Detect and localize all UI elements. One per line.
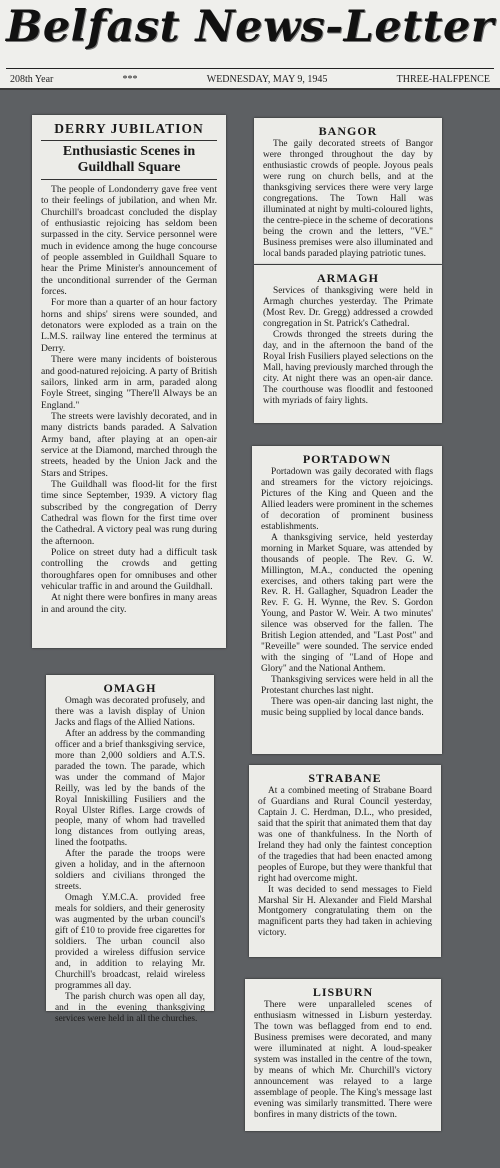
masthead-rule: [6, 68, 494, 69]
article-paragraph: Crowds thronged the streets during the day, and in the afternoon the band of the Royal Irish Fusiliers played selections on the Mall, having previously marched through the city. At night there was an open-air dance. The courthouse was floodlit and festooned with myriads of fairy lights.: [263, 329, 433, 406]
article-armagh: [254, 265, 442, 423]
article-portadown: [252, 446, 442, 754]
article-heading: ARMAGH: [317, 271, 379, 285]
issue-price: THREE-HALFPENCE: [396, 73, 490, 85]
article-paragraph: It was decided to send messages to Field Marshal Sir H. Alexander and Field Marshal Montgomery congratulating them on the magnificent parts they had taken in achieving victory.: [258, 884, 432, 939]
article-paragraph: Thanksgiving services were held in all the Protestant churches last night.: [261, 675, 433, 697]
article-omagh: [46, 675, 214, 1024]
article-paragraph: The streets were lavishly decorated, and in many districts bands paraded. A Salvation Army band, after playing at an open-air service at the Diamond, marched through the streets, headed by the Union Jack and the Stars and Stripes.: [41, 410, 217, 479]
masthead-dateline: [10, 72, 490, 86]
article-paragraph: A thanksgiving service, held yesterday morning in Market Square, was attended by thousands of people. The Rev. G. W. Millington, M.A., conducted the opening exercises, and others taking part were the Rev. R. H. Gallagher, Squadron Leader the Rev. F. G. H. Wynne, the Rev. S. Gordon Young, and Pastor W. Weir. A two minutes' silence was observed for the fallen. The British Legion attended, and "Last Post" and "Reveille" were sounded. The service ended with the singing of "Land of Hope and Glory" and the National Anthem.: [261, 532, 433, 675]
article-paragraph: Services of thanksgiving were held in Armagh churches yesterday. The Primate (Most Rev. Dr. Gregg) addressed a crowded congregation in St. Patrick's Cathedral.: [263, 286, 433, 329]
article-paragraph: Omagh Y.M.C.A. provided free meals for soldiers, and their generosity was augmented by the urban council's gift of £10 to provide free cigarettes for soldiers. The urban council also provided a wireless diffusion service and, in addition to relaying Mr. Churchill's broadcast, relaid wireless programmes all day.: [55, 893, 205, 991]
article-heading: LISBURN: [312, 985, 374, 999]
article-heading: OMAGH: [103, 681, 157, 695]
article-paragraph: Police on street duty had a difficult task controlling the crowds and getting thoroughfares open for omnibuses and other vehicular traffic in and around the Guildhall.: [41, 547, 217, 593]
article-paragraph: Portadown was gaily decorated with flags and streamers for the victory rejoicings. Pictures of the King and Queen and the Allied leaders were prominent in the schemes of decoration of prominent business establishments.: [261, 467, 433, 532]
article-paragraph: After the parade the troops were given a holiday, and in the afternoon soldiers and civilians thronged the streets.: [55, 849, 205, 893]
article-paragraph: The gaily decorated streets of Bangor were thronged throughout the day by enthusiastic crowds of people. Joyous peals were rung on church bells, and at the thanksgiving services there were very large congregations. The Town Hall was illuminated at night by multi-coloured lights, the centre-piece in the scheme of decorations being the crown and the letters, "VE." Business premises were also illuminated and local bands paraded playing patriotic tunes.: [263, 139, 433, 259]
article-heading: STRABANE: [308, 771, 382, 785]
article-heading: PORTADOWN: [302, 452, 392, 466]
article-subheading: Enthusiastic Scenes in Guildhall Square: [41, 144, 217, 180]
article-paragraph: The parish church was open all day, and in the evening thanksgiving services were held in all the churches.: [55, 991, 205, 1024]
article-strabane: [249, 765, 441, 957]
article-paragraph: There were unparalleled scenes of enthusiasm witnessed in Lisburn yesterday. The town was beflagged from end to end. Business premises were decorated, and many were illuminated at night. A loud-speaker system was installed in the centre of the town, by means of which Mr. Churchill's victory announcement was relayed to a large assemblage of people. The King's message last evening was similarly transmitted. There were bonfires in many districts of the town.: [254, 1000, 432, 1120]
newspaper-title: Belfast News-Letter: [5, 2, 494, 52]
article-paragraph: Omagh was decorated profusely, and there was a lavish display of Union Jacks and flags of the Allied Nations.: [55, 696, 205, 728]
article-paragraph: For more than a quarter of an hour factory horns and ships' sirens were sounded, and detonators were exploded as a train on the L.M.S. railway line entered the terminus at Derry.: [41, 297, 217, 354]
article-paragraph: The Guildhall was flood-lit for the first time since September, 1939. A victory flag subscribed by the congregation of Derry Cathedral was flown for the first time over the Cathedral. A victory peal was rung during the afternoon.: [41, 478, 217, 547]
volume-year: 208th Year: [10, 73, 54, 85]
article-heading: BANGOR: [318, 124, 378, 138]
article-paragraph: There were many incidents of boisterous and good-natured rejoicing. A party of British sailors, linked arm in arm, paraded along Foyle Street, singing "There'll Always be an England.": [41, 354, 217, 411]
article-paragraph: The people of Londonderry gave free vent to their feelings of jubilation, and when Mr. Churchill's broadcast concluded the display of enthusiastic rejoicing has seldom been surpassed in the city. Service personnel were much in evidence among the huge concourse of people assembled in Guildhall Square to hear the Prime Minister's announcement of the unconditional surrender of the German forces.: [41, 184, 217, 298]
article-heading: DERRY JUBILATION: [41, 121, 217, 141]
article-bangor: [254, 118, 442, 264]
article-paragraph: At night there were bonfires in many areas in and around the city.: [41, 592, 217, 615]
article-derry: [32, 115, 226, 648]
article-paragraph: At a combined meeting of Strabane Board of Guardians and Rural Council yesterday, Captain J. C. Herdman, D.L., who presided, said that the spirit that animated them that day was one of thankfulness. In the North of Ireland they had only the faintest conception of the tragedies that had been enacted among peoples of Europe, but they were thankful that right had overcome might.: [258, 786, 432, 884]
ornament-stars: ***: [122, 73, 138, 85]
article-paragraph: After an address by the commanding officer and a brief thanksgiving service, more than 2,000 soldiers and A.T.S. paraded the town. The parade, which was under the command of Major Reilly, was led by the bands of the Royal Inniskilling Fusiliers and the Royal Ulster Rifles. Large crowds of people, many of whom had travelled long distances from outlying areas, lined the footpaths.: [55, 728, 205, 849]
article-paragraph: There was open-air dancing last night, the music being supplied by local dance bands.: [261, 697, 433, 718]
masthead: [0, 0, 500, 90]
article-lisburn: [245, 979, 441, 1131]
issue-date: WEDNESDAY, MAY 9, 1945: [206, 73, 328, 85]
